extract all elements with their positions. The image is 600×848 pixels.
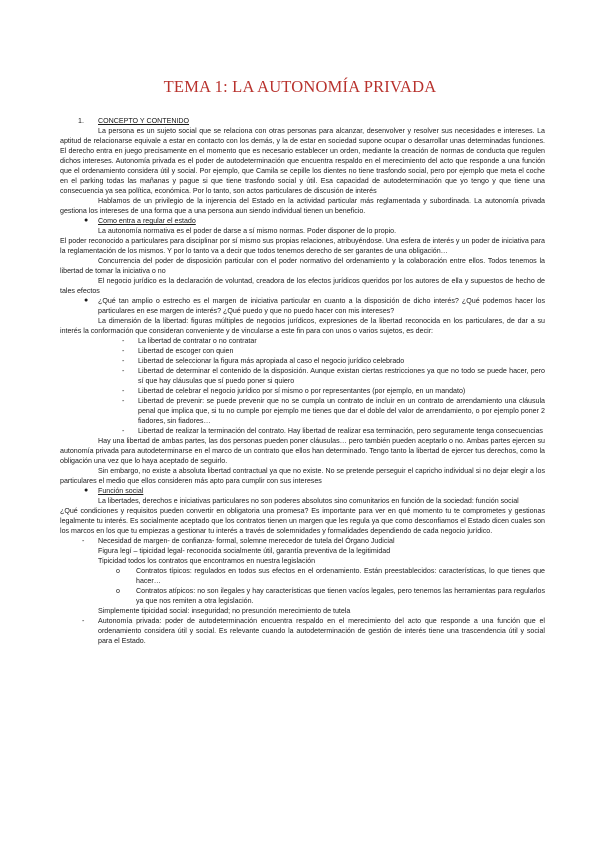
page-title: TEMA 1: LA AUTONOMÍA PRIVADA bbox=[163, 77, 437, 96]
paragraph-figura: Figura legí – tipicidad legal- reconocida socialmente útil, garantía preventiva de la legitimidad bbox=[98, 547, 391, 555]
dash-icon: - bbox=[122, 427, 125, 435]
dash-item: - La libertad de contratar o no contratar bbox=[122, 337, 257, 345]
bullet-item-2 bbox=[60, 296, 545, 316]
paragraph-5: Concurrencia del poder de disposición particular con el poder normativo del ordenamiento y la colaboración entre ellos. Todos tenemos la libertad de tomar la iniciativa o no bbox=[60, 257, 545, 275]
bullet-label: Función social bbox=[98, 487, 144, 495]
dash-icon: - bbox=[122, 397, 125, 405]
dash-item: - Libertad de escoger con quien bbox=[122, 347, 234, 355]
dash-icon: - bbox=[122, 357, 125, 365]
dash-icon: - bbox=[82, 537, 85, 545]
circle-icon: o bbox=[116, 587, 120, 595]
dash-item: - Libertad de realizar la terminación del contrato. Hay libertad de realizar esa terminación, pero seguramente tenga consecuencias bbox=[122, 427, 543, 435]
section-title: CONCEPTO Y CONTENIDO bbox=[98, 117, 190, 125]
bullet-icon: ● bbox=[84, 487, 89, 494]
circle-item: o Contratos típicos: regulados en todos sus efectos en el ordenamiento. Están preestablecidos: características, lo que tienes que hacer… bbox=[116, 567, 545, 585]
paragraph-6: El negocio jurídico es la declaración de voluntad, creadora de los efectos jurídicos queridos por los autores de ella y supuestos de hecho de tales efectos bbox=[60, 277, 545, 295]
paragraph-11: ¿Qué condiciones y requisitos pueden convertir en obligatoria una promesa? Es importante para ver en qué momento tu te comprometes y gestionas legalmente tu interés. Es socialmente aceptado que los contratos tienen un margen que les regula ya que como desconfiamos el Estado dicen cuales son los marcos en los que tu empiezas a gestionar tu interés a través de solemnidades y formalidades dependiendo de cada negocio jurídico. bbox=[60, 507, 545, 535]
paragraph-tipicidad: Tipicidad todos los contratos que encontramos en nuestra legislación bbox=[98, 557, 316, 565]
dash-item: - Libertad de prevenir: se puede prevenir que no se cumpla un contrato de incluir en un contrato de arrendamiento una cláusula penal que implica que, si tu no cumple por ejemplo me tienes que dar el doble del valor de arrendamiento, o por ejemplo poner 2 fiadores, sin fiadores… bbox=[122, 397, 545, 425]
dash-item: - Libertad de seleccionar la figura más apropiada al caso el negocio jurídico celebrado bbox=[122, 357, 405, 365]
bullet-label: ¿Qué tan amplio o estrecho es el margen de iniciativa particular en cuanto a la disposición de dicho interés? ¿Qué podemos hacer los particulares en ese margen de interés? ¿Qué puedo y que no puedo hacer con mis intereses? bbox=[98, 297, 545, 315]
dash-icon: - bbox=[122, 367, 125, 375]
dash-item: - Libertad de determinar el contenido de la disposición. Aunque existan ciertas restricciones ya que no todo se puede hacer, pero sí que hay cláusulas que sí puedo poner si quiero bbox=[122, 367, 545, 385]
paragraph-1: La persona es un sujeto social que se relaciona con otras personas para alcanzar, desenvolver y resolver sus necesidades e intereses. La aptitud de relacionarse equivale a estar en contacto con los demás, y la de estar en sociedad supone ocupar o desarrollar unas determinadas funciones. El derecho entra en juego precisamente en el momento que es necesario establecer un orden, mediante la creación de normas de conducta que regulen dichos intereses. Autonomía privada es el poder de autodeterminación que encuentra respaldo en el merecimiento del acto que responde a una función que el ordenamiento considera útil y social. Por ejemplo, que Camila se cepille los dientes no tiene trasfondo social, pero por ejemplo que meta el coche en el parking todas las mañanas y pague si que tiene trasfondo social y útil. Esa capacidad de autodeterminación que yo tengo y que tiene una consecuencia ya sea política, económica. Por lo tanto, son actos particulares de discusión de interés bbox=[60, 127, 545, 195]
bullet-item-3 bbox=[60, 486, 545, 496]
dash-icon: - bbox=[122, 387, 125, 395]
paragraph-4: El poder reconocido a particulares para disciplinar por sí mismo sus propias relaciones, atribuyéndose. Una esfera de interés y un poder de iniciativa para la reglamentación de los mismos. Y por lo tanto va a decir que todos tenemos derecho de ser garantes de una obligación… bbox=[60, 237, 545, 255]
dash-icon: - bbox=[122, 337, 125, 345]
section-heading bbox=[60, 116, 545, 126]
dash-item: - Necesidad de margen- de confianza- formal, solemne merecedor de tutela del Órgano Judicial bbox=[82, 537, 395, 545]
circle-item: o Contratos atípicos: no son ilegales y hay características que tienen vacíos legales, pero tenemos las herramientas para regularlos ya que nos remiten a otra legislación. bbox=[116, 587, 545, 605]
paragraph-7: La dimensión de la libertad: figuras múltiples de negocios jurídicos, expresiones de la libertad reconocida en los particulares, de dar a su interés la conformación que consideran conveniente y de vincularse a este fin para con unos o varios sujetos, es decir: bbox=[60, 317, 545, 335]
paragraph-8: Hay una libertad de ambas partes, las dos personas pueden poner cláusulas… pero también pueden aceptarlo o no. Ambas partes ejercen su autonomía privada para autodeterminarse en el marco de un contrato que ellos han determinado. Tengo tanto la libertad de ejercer tus derechos, como la obligación una vez que lo haya aceptado de seguirlo. bbox=[60, 437, 545, 465]
paragraph-10: La libertades, derechos e iniciativas particulares no son poderes absolutos sino comunitarios en función de la sociedad: función social bbox=[98, 497, 519, 505]
bullet-item-1 bbox=[60, 216, 545, 226]
dash-item: - Autonomía privada: poder de autodeterminación encuentra respaldo en el merecimiento del acto que responde a una función que el ordenamiento considera útil y social. Es relevante cuando la autodeterminación de gestión de interés tiene una trascendencia útil y social para el Estado. bbox=[82, 617, 545, 645]
circle-icon: o bbox=[116, 567, 120, 575]
bullet-label: Como entra a regular el estado bbox=[98, 217, 196, 225]
paragraph-3: La autonomía normativa es el poder de darse a sí mismo normas. Poder disponer de lo propio. bbox=[98, 227, 397, 235]
dash-icon: - bbox=[82, 617, 85, 625]
paragraph-simplemente: Simplemente tipicidad social: inseguridad; no presunción merecimiento de tutela bbox=[98, 607, 351, 615]
section-number: 1. bbox=[78, 117, 84, 125]
bullet-icon: ● bbox=[84, 217, 89, 224]
paragraph-2: Hablamos de un privilegio de la injerencia del Estado en la actividad particular más reglamentada y subordinada. La autonomía privada gestiona los intereses de una forma que a una persona aun siendo individual tienen un beneficio. bbox=[60, 197, 545, 215]
dash-icon: - bbox=[122, 347, 125, 355]
document-body bbox=[60, 116, 545, 646]
paragraph-9: Sin embargo, no existe a absoluta libertad contractual ya que no existe. No se pretende perseguir el capricho individual si no dejar elegir a los particulares el medio que ellos consideren más apto para cumplir con sus intereses bbox=[60, 467, 545, 485]
dash-item: - Libertad de celebrar el negocio jurídico por sí mismo o por representantes (por ejemplo, en un mandato) bbox=[122, 387, 466, 395]
bullet-icon: ● bbox=[84, 297, 89, 304]
